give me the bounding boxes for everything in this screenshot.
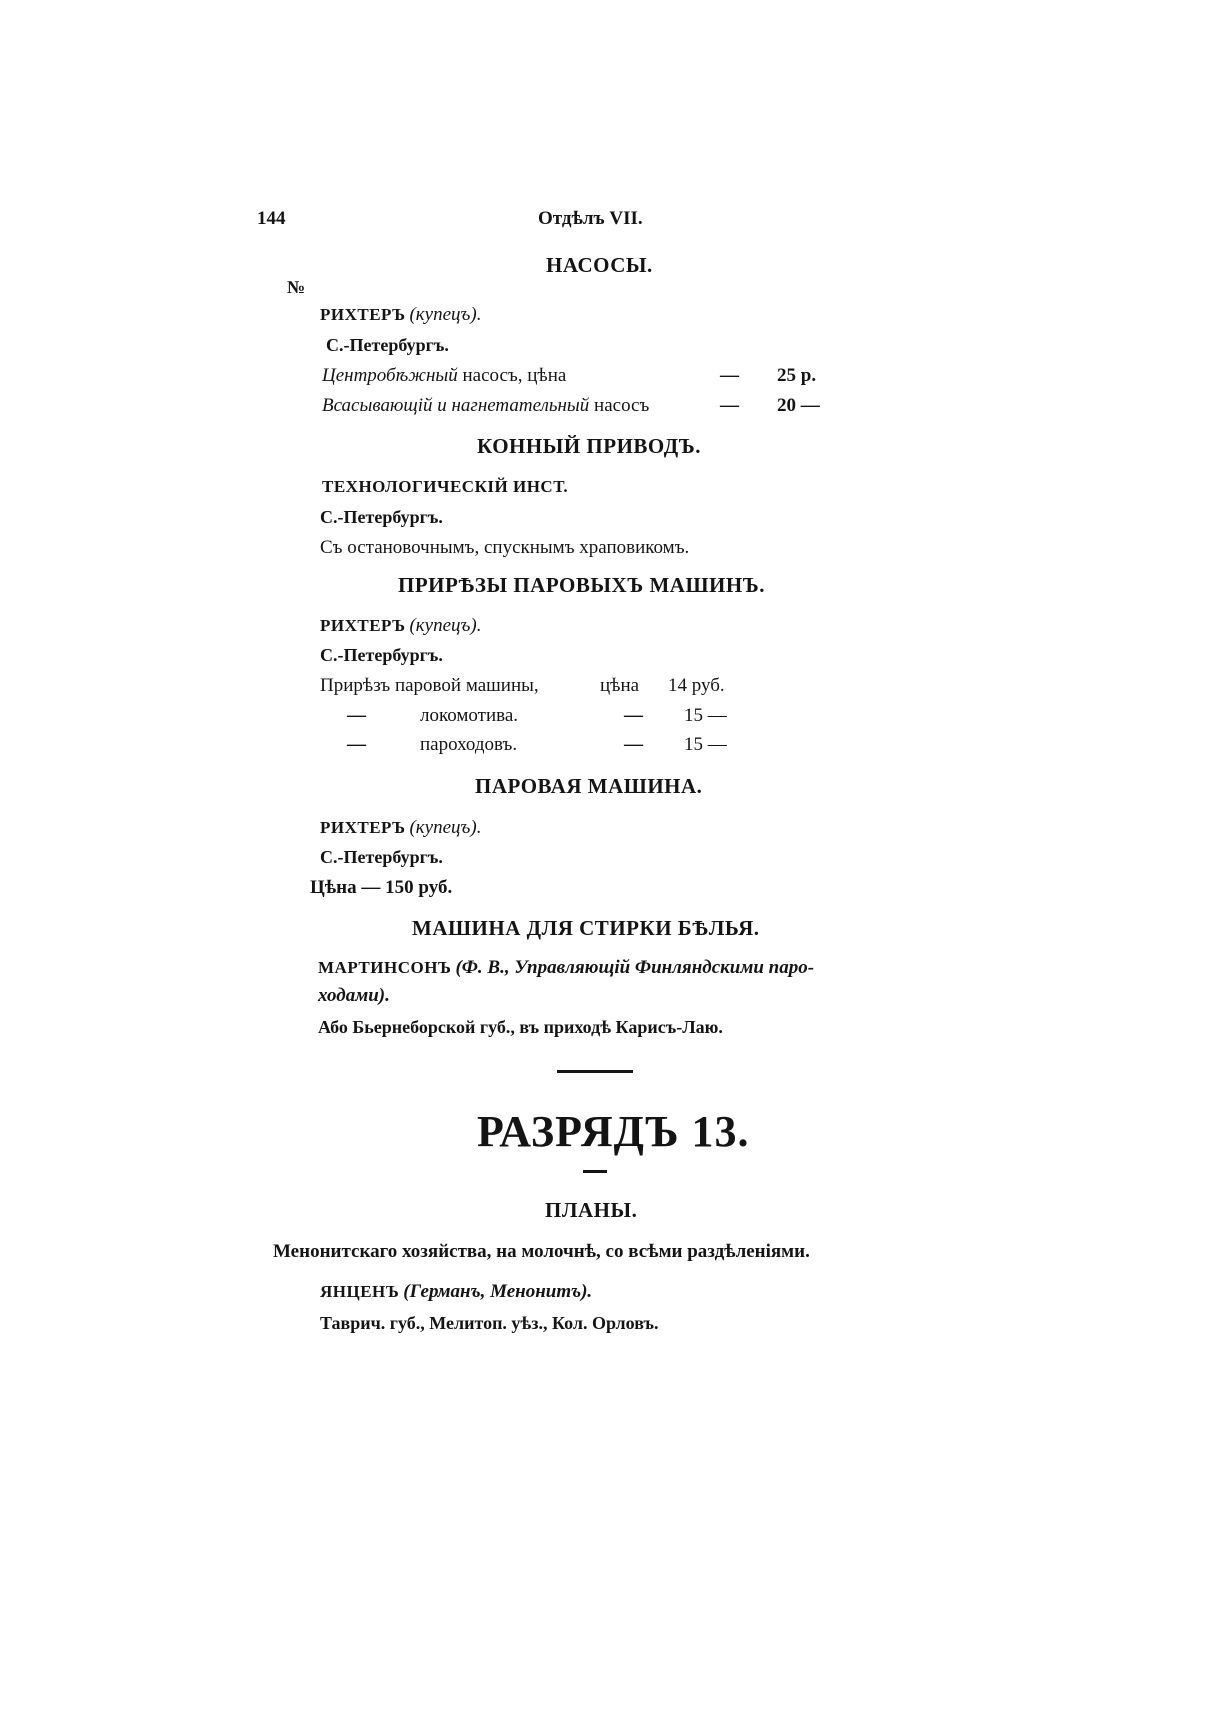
row1-text: Прирѣзъ паровой машины, — [320, 675, 539, 696]
section-header: Отдѣлъ VII. — [538, 208, 643, 229]
item-italic: Центробѣжный — [322, 365, 458, 386]
plan-subject: Менонитскаго хозяйства, на молочнѣ, со всѣми раздѣленіями. — [273, 1241, 810, 1262]
item-text: насосъ — [594, 395, 650, 416]
item2-price: 20 — — [777, 395, 820, 416]
row3-dash: — — [347, 734, 366, 755]
small-dash — [583, 1170, 607, 1173]
page-number: 144 — [257, 208, 286, 229]
exhibitor-richter-3 — [320, 818, 482, 837]
heading-nasosy: НАСОСЫ. — [546, 253, 653, 277]
row2-mid: — — [624, 705, 643, 726]
item1-price: 25 р. — [777, 365, 817, 386]
item-italic: Всасывающій и нагнетательный — [322, 395, 590, 416]
exhibitor-richter-1 — [320, 305, 482, 324]
exhibitor-richter-2 — [320, 616, 482, 635]
item-text: насосъ, цѣна — [462, 365, 567, 386]
exhibitor-name: РИХТЕРЪ — [320, 818, 406, 837]
exhibitor-yantsen — [320, 1282, 592, 1301]
item-centrifugal-pump — [322, 366, 566, 385]
place-abo: Або Бьернеборской губ., въ приходѣ Карисъ-Лаю. — [318, 1017, 723, 1037]
row2-text: локомотива. — [420, 705, 519, 726]
item-suction-pump — [322, 396, 649, 415]
exhibitor-role-line2: ходами). — [318, 985, 390, 1006]
section-divider — [557, 1070, 633, 1073]
heading-stirka: МАШИНА ДЛЯ СТИРКИ БѢЛЬЯ. — [412, 916, 760, 940]
exhibitor-name: МАРТИНСОНЪ — [318, 958, 452, 977]
place-spb-1: С.-Петербургъ. — [326, 335, 449, 355]
exhibitor-role: (купецъ). — [409, 304, 482, 325]
heading-plany: ПЛАНЫ. — [545, 1198, 638, 1222]
row1-price: 14 руб. — [668, 675, 725, 696]
exhibitor-role: (Германъ, Менонитъ). — [403, 1281, 593, 1302]
row2-dash: — — [347, 705, 366, 726]
place-spb-3: С.-Петербургъ. — [320, 645, 443, 665]
exhibitor-role-line1: (Ф. В., Управляющій Финляндскими паро- — [455, 957, 815, 978]
row1-price-label: цѣна — [600, 675, 640, 696]
heading-prirezy: ПРИРѢЗЫ ПАРОВЫХЪ МАШИНЪ. — [398, 573, 766, 597]
item2-dash: — — [720, 395, 739, 416]
heading-parovaya: ПАРОВАЯ МАШИНА. — [475, 774, 703, 798]
number-mark: № — [287, 277, 306, 297]
place-spb-2: С.-Петербургъ. — [320, 507, 443, 527]
exhibitor-name: РИХТЕРЪ — [320, 305, 406, 324]
row3-mid: — — [624, 734, 643, 755]
price-150: Цѣна — 150 руб. — [310, 877, 453, 898]
exhibitor-role: (купецъ). — [409, 615, 482, 636]
exhibitor-name: РИХТЕРЪ — [320, 616, 406, 635]
row3-text: пароходовъ. — [420, 734, 518, 755]
heading-konny-privod: КОННЫЙ ПРИВОДЪ. — [477, 434, 701, 458]
exhibitor-name: ЯНЦЕНЪ — [320, 1282, 400, 1301]
description-ratchet: Съ остановочнымъ, спускнымъ храповикомъ. — [320, 537, 690, 558]
row2-price: 15 — — [684, 705, 727, 726]
exhibitor-role: (купецъ). — [409, 817, 482, 838]
place-tavrich: Таврич. губ., Мелитоп. уѣз., Кол. Орловъ. — [320, 1313, 659, 1333]
razryad-title: РАЗРЯДЪ 13. — [477, 1107, 750, 1156]
exhibitor-techinst: ТЕХНОЛОГИЧЕСКІЙ ИНСТ. — [322, 477, 569, 496]
item1-dash: — — [720, 365, 739, 386]
place-spb-4: С.-Петербургъ. — [320, 847, 443, 867]
row3-price: 15 — — [684, 734, 727, 755]
exhibitor-martinson — [318, 958, 814, 977]
